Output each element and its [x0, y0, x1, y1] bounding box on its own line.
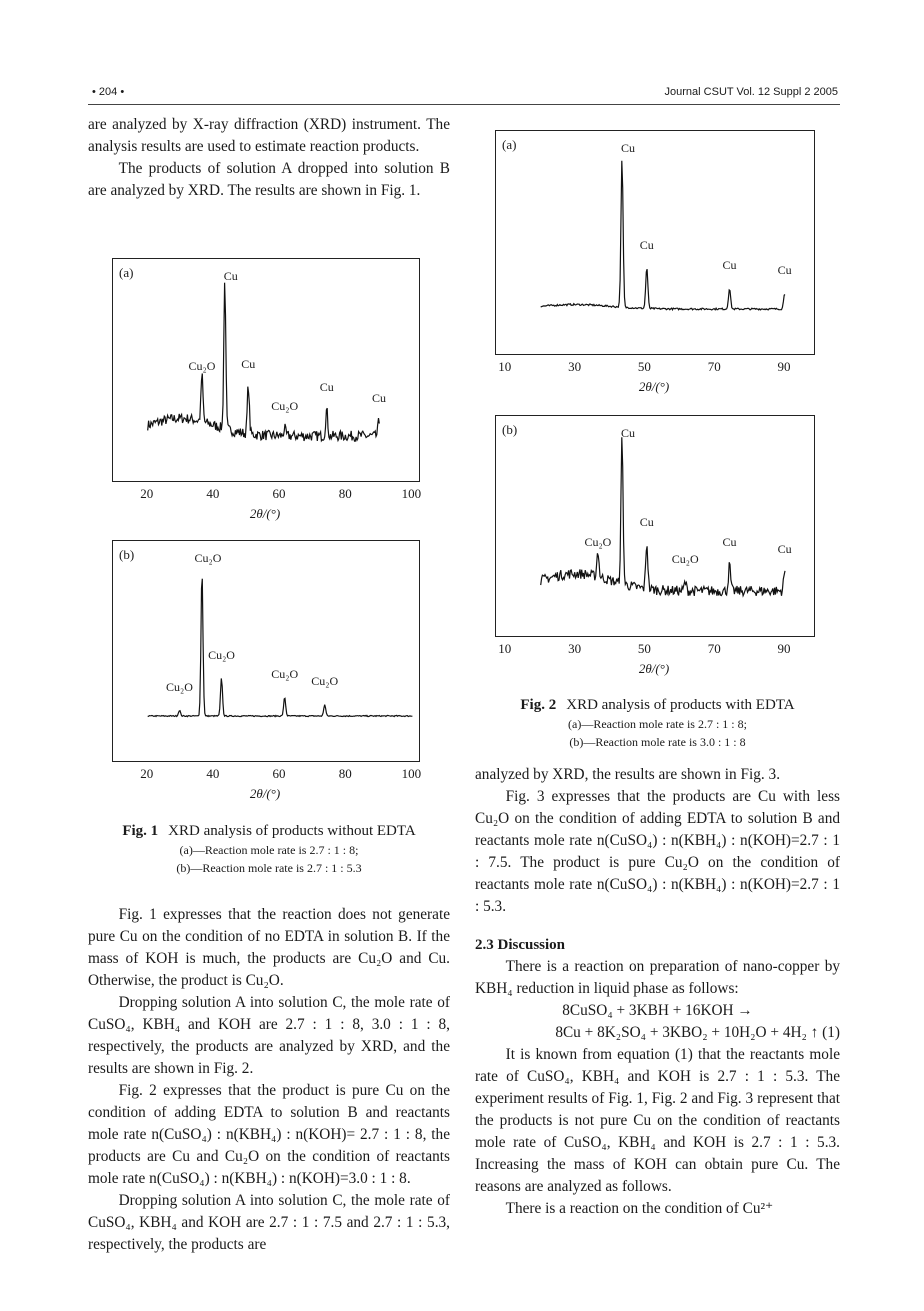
caption-title: XRD analysis of products without EDTA	[168, 823, 416, 839]
xrd-series-line	[148, 579, 413, 717]
xrd-plot	[496, 416, 814, 636]
panel-label: (b)	[502, 422, 518, 437]
paragraph: Fig. 2 expresses that the product is pure Cu on the condition of adding EDTA to solution B and reactants mole rate n(CuSO₄) : n(KBH₄) : n(KOH)= 2.7 : 1 : 8, the products are Cu and Cu₂O on the condition of reactants mole rate n(CuSO₄) : n(KBH₄) : n(KOH)=3.0 : 1 : 8.	[88, 1082, 450, 1187]
panel-label: (b)	[119, 547, 135, 562]
xrd-series-line	[541, 161, 785, 310]
paragraph: Dropping solution A into solution C, the mole rate of CuSO₄, KBH₄ and KOH are 2.7 : 1 : 8, 3.0 : 1 : 8, respectively, the products are analyzed by XRD, and the results are shown in Fig. 2.	[88, 994, 450, 1077]
left-intro	[88, 114, 450, 202]
x-tick-label: 10	[498, 641, 512, 656]
running-header: Journal CSUT Vol. 12 Suppl 2 2005	[664, 86, 838, 98]
peak-label: Cu₂O	[271, 398, 299, 413]
peak-label: Cu	[639, 514, 654, 529]
figure-2-caption	[475, 696, 840, 751]
paragraph: are analyzed by X-ray diffraction (XRD) instrument. The analysis results are used to estimate reaction products.	[88, 116, 450, 155]
peak-label: Cu₂O	[311, 674, 339, 689]
paragraph: There is a reaction on the condition of Cu²⁺	[505, 1200, 774, 1217]
panel-label: (a)	[119, 265, 134, 280]
x-tick-label: 70	[707, 359, 721, 374]
paragraph: analyzed by XRD, the results are shown in Fig. 3.	[475, 766, 781, 783]
paragraph: Dropping solution A into solution C, the mole rate of CuSO₄, KBH₄ and KOH are 2.7 : 1 : 7.5 and 2.7 : 1 : 5.3, respectively, the products are	[88, 1192, 450, 1253]
x-tick-label: 30	[568, 359, 582, 374]
x-tick-label: 80	[338, 766, 352, 781]
paragraph: There is a reaction on preparation of nano-copper by KBH₄ reduction in liquid phase as follows:	[475, 958, 840, 997]
peak-label: Cu₂O	[208, 648, 235, 663]
xrd-series-line	[148, 283, 380, 441]
x-tick-label: 70	[707, 641, 721, 656]
peak-label: Cu	[620, 426, 636, 440]
peak-label: Cu	[777, 542, 792, 557]
peak-label: Cu	[777, 262, 792, 277]
peak-label: Cu	[319, 379, 334, 394]
left-body	[88, 904, 450, 1256]
x-axis-label: 2θ/(°)	[249, 786, 281, 801]
x-tick-label: 100	[401, 486, 422, 501]
peak-label: Cu₂O	[166, 680, 193, 695]
peak-label: Cu₂O	[271, 667, 299, 682]
peak-label: Cu	[620, 141, 636, 155]
x-tick-label: 10	[498, 359, 512, 374]
peak-label: Cu	[639, 237, 654, 252]
figure-1a	[112, 258, 420, 482]
caption-title: XRD analysis of products with EDTA	[566, 697, 795, 713]
figure-1-caption	[88, 822, 450, 877]
x-axis-label: 2θ/(°)	[638, 379, 670, 394]
equation-line-1: 8CuSO₄ + 3KBH + 16KOH →	[562, 1002, 753, 1019]
caption-b: (b)—Reaction mole rate is 3.0 : 1 : 8	[569, 735, 746, 749]
xrd-plot	[113, 541, 419, 761]
header-rule	[88, 104, 840, 105]
x-tick-label: 60	[272, 486, 286, 501]
x-tick-label: 20	[140, 486, 154, 501]
caption-a: (a)—Reaction mole rate is 2.7 : 1 : 8;	[568, 717, 747, 731]
x-axis-label: 2θ/(°)	[638, 661, 670, 676]
x-tick-label: 100	[401, 766, 422, 781]
figure-2b	[495, 415, 815, 637]
x-tick-label: 90	[777, 359, 791, 374]
caption-a: (a)—Reaction mole rate is 2.7 : 1 : 8;	[179, 843, 359, 857]
peak-label: Cu	[223, 269, 238, 283]
paragraph: The products of solution A dropped into solution B are analyzed by XRD. The results are shown in Fig. 1.	[88, 160, 450, 199]
paragraph: Fig. 1 expresses that the reaction does not generate pure Cu on the condition of no EDTA in solution B. If the mass of KOH is much, the products are Cu₂O and Cu. Otherwise, the product is Cu₂O.	[88, 906, 450, 989]
peak-label: Cu₂O	[671, 552, 699, 567]
x-tick-label: 50	[637, 359, 651, 374]
page-number: • 204 •	[92, 86, 125, 98]
peak-label: Cu	[241, 357, 256, 372]
paragraph: Fig. 3 expresses that the products are Cu with less Cu₂O on the condition of adding EDTA to solution B and reactants mole rate n(CuSO₄) : n(KBH₄) : n(KOH)=2.7 : 1 : 7.5. The product is pure Cu₂O on the condition of reactants mole rate n(CuSO₄) : n(KBH₄) : n(KOH)=2.7 : 1 : 5.3.	[475, 788, 840, 915]
x-tick-label: 40	[206, 486, 220, 501]
caption-label: Fig. 2	[520, 697, 557, 713]
caption-label: Fig. 1	[122, 823, 159, 839]
x-tick-label: 30	[568, 641, 582, 656]
right-body	[475, 764, 840, 1220]
peak-label: Cu	[722, 534, 737, 549]
x-tick-label: 20	[140, 766, 154, 781]
x-tick-label: 50	[637, 641, 651, 656]
paragraph: It is known from equation (1) that the reactants mole rate of CuSO₄, KBH₄ and KOH is 2.7 : 1 : 5.3. The experiment results of Fig. 1, Fig. 2 and Fig. 3 represent that the products is not pure Cu on the condition of reactants mole rate of CuSO₄, KBH₄ and KOH is 2.7 : 1 : 5.3. Increasing the mass of KOH can obtain pure Cu. The reasons are analyzed as follows.	[475, 1046, 840, 1195]
caption-b: (b)—Reaction mole rate is 2.7 : 1 : 5.3	[176, 861, 362, 875]
equation-line-2: 8Cu + 8K₂SO₄ + 3KBO₂ + 10H₂O + 4H₂ ↑ (1)	[555, 1024, 840, 1041]
peak-label: Cu	[722, 258, 737, 273]
peak-label: Cu	[371, 391, 386, 406]
peak-label: Cu₂O	[194, 551, 222, 565]
xrd-series-line	[541, 437, 785, 596]
figure-1b	[112, 540, 420, 762]
peak-label: Cu₂O	[188, 358, 216, 373]
x-tick-label: 80	[338, 486, 352, 501]
panel-label: (a)	[502, 137, 517, 152]
xrd-plot	[113, 259, 419, 481]
x-axis-label: 2θ/(°)	[249, 506, 281, 521]
x-tick-label: 60	[272, 766, 286, 781]
section-heading: 2.3 Discussion	[475, 937, 566, 953]
x-tick-label: 90	[777, 641, 791, 656]
xrd-plot	[496, 131, 814, 354]
peak-label: Cu₂O	[584, 534, 612, 549]
x-tick-label: 40	[206, 766, 220, 781]
figure-2a	[495, 130, 815, 355]
